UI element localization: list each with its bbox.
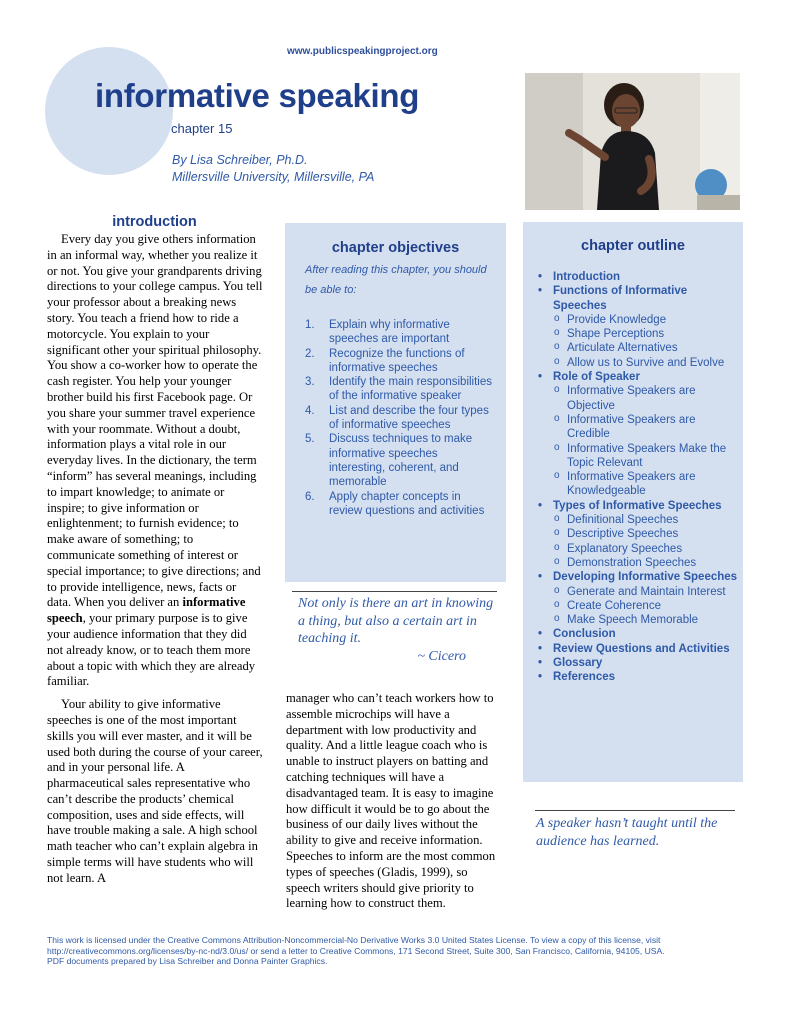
site-url[interactable]: www.publicspeakingproject.org [287, 46, 438, 57]
quote-divider [292, 591, 497, 592]
outline-subitem-label[interactable]: Informative Speakers Make the Topic Relevant [567, 442, 727, 469]
objective-number: 5. [305, 433, 315, 446]
outline-item-developing[interactable] [538, 570, 738, 627]
license-line-1: This work is licensed under the Creative Commons Attribution-Noncommercial-No Derivative Works 3.0 United States License. To view a copy of this license, visit [47, 935, 661, 945]
objective-number: 2. [305, 347, 315, 360]
credits-line: PDF documents prepared by Lisa Schreiber and Donna Painter Graphics. [47, 956, 328, 966]
author-name: By Lisa Schreiber, Ph.D. [172, 153, 308, 167]
outline-item-label[interactable]: Glossary [553, 657, 603, 670]
outline-subitem-label[interactable]: Shape Perceptions [567, 328, 665, 341]
outline-subitem[interactable] [553, 556, 738, 570]
outline-subitem-label[interactable]: Create Coherence [567, 599, 661, 612]
outline-item-introduction[interactable] [538, 270, 738, 284]
outline-item-conclusion[interactable] [538, 627, 738, 641]
objective-item [305, 347, 495, 376]
objective-item [305, 404, 495, 433]
chapter-number: chapter 15 [171, 121, 233, 136]
outline-subitem[interactable] [553, 613, 738, 627]
key-term-informative-speech: informative speech [47, 595, 246, 626]
outline-subitem-label[interactable]: Definitional Speeches [567, 514, 679, 527]
objectives-intro: After reading this chapter, you should be able to: [305, 264, 487, 296]
outline-subitem-label[interactable]: Informative Speakers are Credible [567, 413, 696, 441]
outline-item-label[interactable]: Developing Informative Speeches [553, 571, 738, 584]
outline-subitem-label[interactable]: Allow us to Survive and Evolve [567, 356, 725, 369]
outline-item-label[interactable]: Functions of Informative Speeches [553, 285, 688, 312]
objective-text: List and describe the four types of informative speeches [329, 404, 489, 432]
objective-text: Recognize the functions of informative speeches [329, 347, 465, 374]
outline-item-role[interactable] [538, 370, 738, 499]
outline-subitem-label[interactable]: Generate and Maintain Interest [567, 585, 726, 598]
outline-subitem-label[interactable]: Informative Speakers are Knowledgeable [567, 471, 696, 498]
outline-subitem[interactable] [553, 413, 738, 442]
introduction-column-2 [286, 691, 502, 912]
objectives-list [305, 318, 495, 518]
outline-subitem-label[interactable]: Demonstration Speeches [567, 556, 697, 569]
chapter-photo [525, 73, 740, 210]
outline-subitem[interactable] [553, 542, 738, 556]
author-affiliation: Millersville University, Millersville, PA [172, 170, 375, 184]
outline-subitem[interactable] [553, 527, 738, 541]
outline-subitem[interactable] [553, 341, 738, 355]
outline-subitem-label[interactable]: Articulate Alternatives [567, 342, 678, 355]
outline-subitem-label[interactable]: Informative Speakers are Objective [567, 385, 696, 412]
outline-title: chapter outline [581, 238, 685, 254]
objective-number: 4. [305, 404, 315, 417]
objective-number: 1. [305, 319, 315, 331]
outline-item-types[interactable] [538, 499, 738, 570]
outline-subitem[interactable] [553, 442, 738, 471]
outline-subitem[interactable] [553, 384, 738, 413]
objectives-title: chapter objectives [331, 240, 460, 256]
outline-subitem-label[interactable]: Make Speech Memorable [567, 614, 699, 627]
cicero-quote [298, 595, 498, 665]
intro-p1-text: Every day you give others information in an informal way, whether you realize it or not. You give your grandparents driving directions to your college campus. You tell your professor about a breaking news story. You teach a friend how to ride a motorcycle. You explain to your significant other your spiritual philosophy. You show a co-worker how to operate the cash register. You help your younger brother build his first Facebook page. Or you share your summer travel experience with your roommate. Without a doubt, information plays a vital role in our everyday lives. In the dictionary, the term “inform” has several meanings, including to impart knowledge; to animate or inspire; to give information or enlightenment; to furnish evidence; to make aware of something; to communicate something of interest or special importance; to give directions; and to provide intelligence, news, facts or data. When you deliver an [47, 232, 263, 610]
outline-subitem[interactable] [553, 356, 738, 370]
introduction-column [47, 232, 263, 887]
outline-item-label[interactable]: Introduction [553, 271, 621, 283]
objective-text: Apply chapter concepts in review questions and activities [329, 490, 485, 517]
author-byline [172, 152, 374, 186]
intro-paragraph-1 [47, 232, 263, 690]
intro-p1-text-end: , your primary purpose is to give your audience information that they did not already know, or to teach them more about a topic with which they are already familiar. [47, 611, 256, 689]
outline-subitem[interactable] [553, 513, 738, 527]
outline-subitem[interactable] [553, 599, 738, 613]
license-link[interactable]: http://creativecommons.org/licenses/by-nc-nd/3.0/us/ or send a letter to Creative Commons, 171 Second Street, Suite 300, San Francisco, California, 94105, USA. [47, 945, 665, 956]
outline-item-label[interactable]: Conclusion [553, 628, 616, 641]
objective-item [305, 318, 495, 347]
intro-paragraph-3: manager who can’t teach workers how to assemble microchips will have a department with low productivity and quality. And a little league coach who is unable to instruct players on batting and catching techniques will have a disadvantaged team. It is easy to imagine how difficult it would be to go about the business of our daily lives without the ability to give and receive information. Speeches to inform are the most common types of speeches (Gladis, 1999), so speech writers should give priority to learning how to construct them. [286, 691, 496, 911]
page-title: informative speaking [95, 77, 420, 114]
quote-divider [535, 810, 735, 811]
outline-subitem-label[interactable]: Explanatory Speeches [567, 542, 683, 555]
quote-attribution: ~ Cicero [417, 648, 466, 664]
outline-item-references[interactable] [538, 670, 738, 684]
outline-item-review[interactable] [538, 642, 738, 656]
outline-item-label[interactable]: Role of Speaker [553, 371, 640, 384]
outline-item-label[interactable]: References [553, 671, 616, 684]
license-footer [47, 935, 747, 967]
objective-text: Explain why informative speeches are important [329, 319, 450, 346]
objective-item [305, 375, 495, 404]
introduction-heading: introduction [112, 214, 197, 230]
objective-text: Identify the main responsibilities of the informative speaker [329, 376, 492, 403]
outline-list [538, 270, 738, 685]
outline-item-label[interactable]: Review Questions and Activities [553, 642, 730, 655]
objective-number: 3. [305, 376, 315, 389]
outline-item-glossary[interactable] [538, 656, 738, 670]
outline-subitem[interactable] [553, 585, 738, 599]
outline-subitem[interactable] [553, 313, 738, 327]
outline-item-label[interactable]: Types of Informative Speeches [553, 499, 722, 512]
quote-text: Not only is there an art in knowing a thing, but also a certain art in teaching it. [298, 596, 494, 646]
objective-item [305, 432, 495, 489]
outline-subitem[interactable] [553, 470, 738, 499]
outline-subitem-label[interactable]: Provide Knowledge [567, 313, 667, 326]
objective-number: 6. [305, 490, 315, 503]
outline-subitem-label[interactable]: Descriptive Speeches [567, 528, 679, 541]
outline-subitem[interactable] [553, 327, 738, 341]
objective-item [305, 490, 495, 519]
intro-paragraph-2: Your ability to give informative speeches is one of the most important skills you will ever master, and it will be used both during the course of your career, and in your personal life. A pharmaceutical sales representative who can’t describe the products’ chemical composition, uses and side effects, will have trouble making a sale. A high school math teacher who can’t explain algebra in simple terms will have students who will not learn. A [47, 697, 263, 885]
teacher-at-board-image [525, 73, 740, 210]
outline-item-functions[interactable] [538, 284, 738, 370]
objective-text: Discuss techniques to make informative speeches interesting, coherent, and memorable [329, 433, 473, 489]
speaker-quote: A speaker hasn’t taught until the audience has learned. [536, 816, 718, 849]
